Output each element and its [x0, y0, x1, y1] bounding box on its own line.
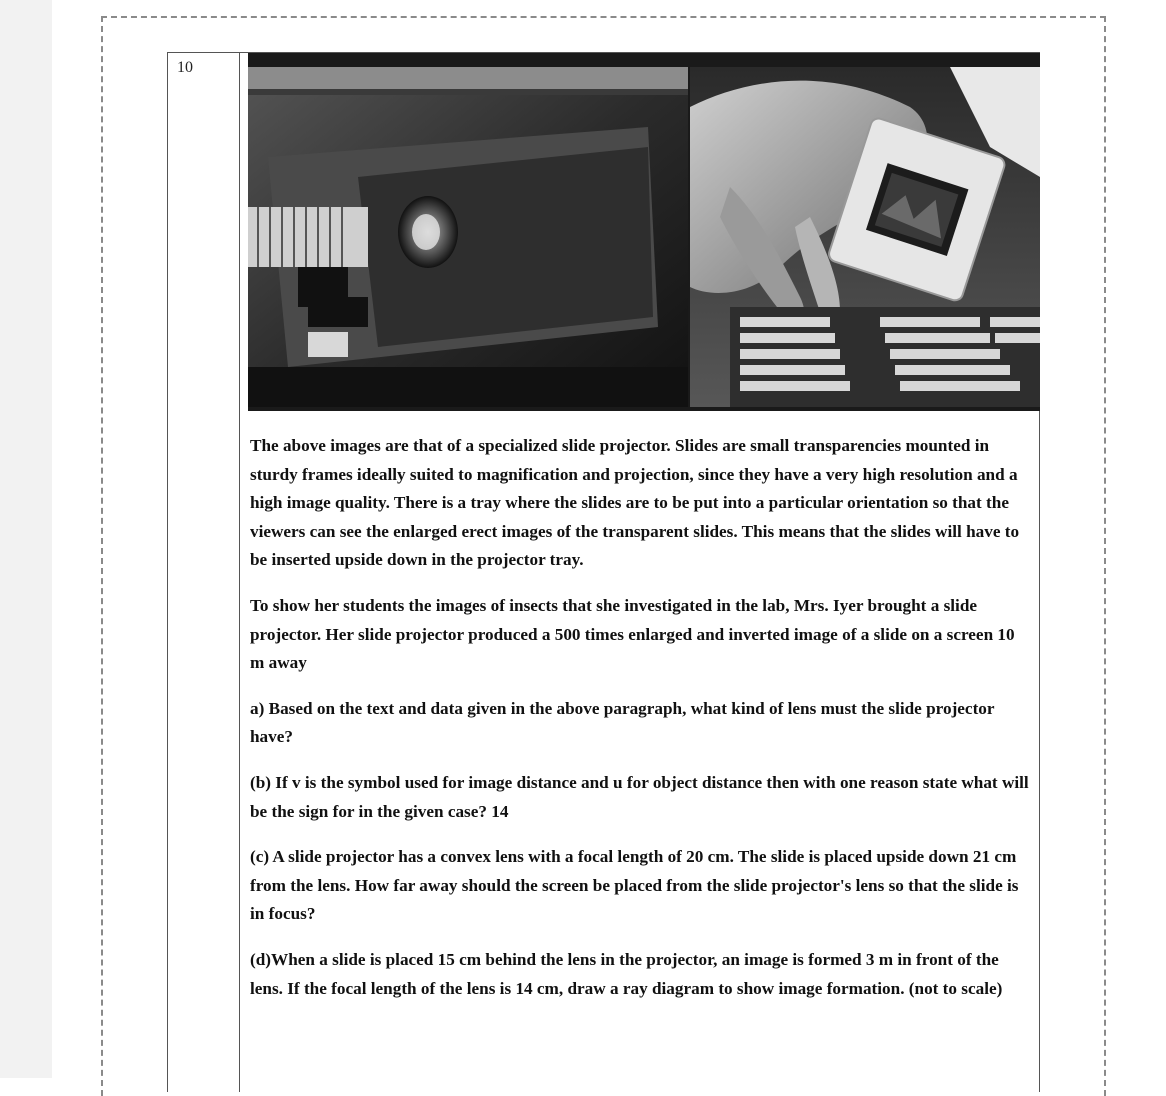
intro-paragraph: The above images are that of a specialized slide projector. Slides are small transparencies mounted in sturdy frames ideally suited to magnification and projection, since they have a very high resolution and a high image quality. There is a tray where the slides are to be put into a particular orientation so that the viewers can see the enlarged erect images of the transparent slides. This means that the slides will have to be inserted upside down in the projector tray. — [250, 436, 1020, 570]
photo-strip — [248, 53, 1040, 411]
part-b: (b) If v is the symbol used for image distance and u for object distance then with one reason state what will be the sign for in the given case? 14 — [250, 772, 1029, 821]
question-number: 10 — [177, 59, 193, 76]
part-a: a) Based on the text and data given in the above paragraph, what kind of lens must the slide projector have? — [250, 698, 995, 747]
hand-slide-image — [690, 67, 1040, 407]
left-gutter — [0, 0, 52, 1078]
context-paragraph: To show her students the images of insects that she investigated in the lab, Mrs. Iyer brought a slide projector. Her slide projector produced a 500 times enlarged and inverted image of a slide on a screen 10 m away — [250, 595, 1015, 673]
hand-holding-slide-photo — [690, 67, 1040, 407]
question-number-cell — [167, 52, 240, 1092]
slide-projector-photo — [248, 67, 688, 407]
part-d: (d)When a slide is placed 15 cm behind the lens in the projector, an image is formed 3 m in front of the lens. If the focal length of the lens is 14 cm, draw a ray diagram to show image formation. (not to scale) — [250, 949, 1003, 998]
question-text — [250, 432, 1030, 1003]
slide-projector-image — [248, 67, 688, 407]
part-c: (c) A slide projector has a convex lens with a focal length of 20 cm. The slide is placed upside down 21 cm from the lens. How far away should the screen be placed from the slide projector's lens so that the slide is in focus? — [250, 847, 1019, 924]
